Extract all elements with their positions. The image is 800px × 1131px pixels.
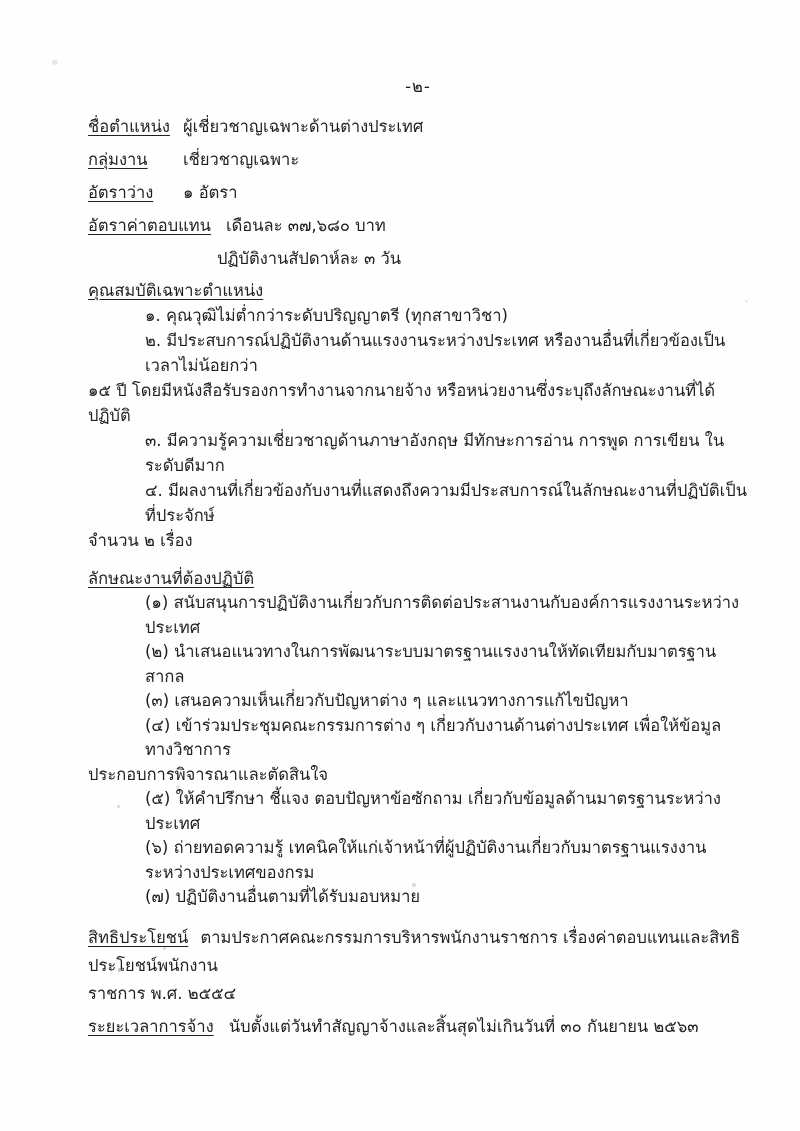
benefits-line-2: ราชการ พ.ศ. ๒๕๕๔ — [88, 983, 237, 1003]
qualification-item-4-cont: จำนวน ๒ เรื่อง — [88, 531, 193, 550]
duty-item-6: (๖) ถ่ายทอดความรู้ เทคนิคให้แก่เจ้าหน้าที่ผู้ปฏิบัติงานเกี่ยวกับมาตรฐานแรงงานระหว่างประเทศของกรม — [145, 838, 707, 882]
duty-item-3: (๓) เสนอความเห็นเกี่ยวกับปัญหาต่าง ๆ และแนวทางการแก้ไขปัญหา — [145, 691, 629, 710]
benefits-paragraph — [88, 924, 748, 1008]
field-vacancy-value: ๑ อัตรา — [183, 183, 238, 202]
field-position — [88, 110, 748, 143]
employment-text: นับตั้งแต่วันทำสัญญาจ้างและสิ้นสุดไม่เกินวันที่ ๓๐ กันยายน ๒๕๖๓ — [228, 1016, 699, 1036]
page-number: -๒- — [405, 77, 431, 96]
header-fields — [88, 110, 748, 275]
duty-item-7: (๗) ปฏิบัติงานอื่นตามที่ได้รับมอบหมาย — [145, 887, 421, 906]
field-work-schedule: ปฏิบัติงานสัปดาห์ละ ๓ วัน — [217, 249, 402, 268]
field-salary-label: อัตราค่าตอบแทน — [88, 216, 211, 235]
qualification-item-1: ๑. คุณวุฒิไม่ต่ำกว่าระดับปริญญาตรี (ทุกสาขาวิชา) — [145, 306, 508, 325]
qualification-item-3: ๓. มีความรู้ความเชี่ยวชาญด้านภาษาอังกฤษ มีทักษะการอ่าน การพูด การเขียน ในระดับดีมาก — [145, 431, 725, 475]
field-vacancy-label: อัตราว่าง — [88, 183, 154, 202]
duty-item-1: (๑) สนับสนุนการปฏิบัติงานเกี่ยวกับการติดต่อประสานงานกับองค์การแรงงานระหว่างประเทศ — [145, 593, 740, 637]
field-group-value: เชี่ยวชาญเฉพาะ — [183, 150, 300, 169]
employment-paragraph — [88, 1013, 748, 1041]
duties-heading: ลักษณะงานที่ต้องปฏิบัติ — [88, 569, 255, 588]
field-vacancy — [88, 176, 748, 209]
duty-item-2: (๒) นำเสนอแนวทางในการพัฒนาระบบมาตรฐานแรงงานให้ทัดเทียมกับมาตรฐานสากล — [145, 642, 717, 686]
document-content — [88, 76, 748, 1041]
qualifications-heading: คุณสมบัติเฉพาะตำแหน่ง — [88, 281, 264, 300]
qualification-item-4: ๔. มีผลงานที่เกี่ยวข้องกับงานที่แสดงถึงความมีประสบการณ์ในลักษณะงานที่ปฏิบัติเป็นที่ประจักษ์ — [145, 481, 747, 525]
field-position-label: ชื่อตำแหน่ง — [88, 117, 170, 136]
employment-label: ระยะเวลาการจ้าง — [88, 1016, 214, 1036]
field-group — [88, 143, 748, 176]
field-salary — [88, 209, 748, 242]
benefits-text: ตามประกาศคณะกรรมการบริหารพนักงานราชการ เรื่องค่าตอบแทนและสิทธิประโยชน์พนักงาน — [88, 927, 741, 975]
qualifications-section — [88, 278, 748, 553]
benefits-line-1 — [88, 924, 748, 980]
duty-item-5: (๕) ให้คำปรึกษา ชี้แจง ตอบปัญหาข้อซักถาม เกี่ยวกับข้อมูลด้านมาตรฐานระหว่างประเทศ — [145, 789, 721, 833]
qualification-item-2: ๒. มีประสบการณ์ปฏิบัติงานด้านแรงงานระหว่างประเทศ หรืองานอื่นที่เกี่ยวข้องเป็นเวลาไม่น้อยกว่า — [145, 331, 726, 375]
duties-section — [88, 566, 748, 910]
field-group-label: กลุ่มงาน — [88, 150, 148, 169]
duty-item-4: (๔) เข้าร่วมประชุมคณะกรรมการต่าง ๆ เกี่ยวกับงานด้านต่างประเทศ เพื่อให้ข้อมูลทางวิชาการ — [145, 715, 722, 759]
scan-speckle — [52, 60, 58, 65]
field-position-value: ผู้เชี่ยวชาญเฉพาะด้านต่างประเทศ — [183, 117, 424, 136]
qualification-item-2-cont: ๑๕ ปี โดยมีหนังสือรับรองการทำงานจากนายจ้าง หรือหน่วยงานซึ่งระบุถึงลักษณะงานที่ได้ปฏิบัติ — [88, 381, 716, 425]
benefits-label: สิทธิประโยชน์ — [88, 927, 189, 947]
duty-item-4-cont: ประกอบการพิจารณาและตัดสินใจ — [88, 764, 329, 784]
field-salary-value: เดือนละ ๓๗,๖๘๐ บาท — [225, 216, 386, 235]
